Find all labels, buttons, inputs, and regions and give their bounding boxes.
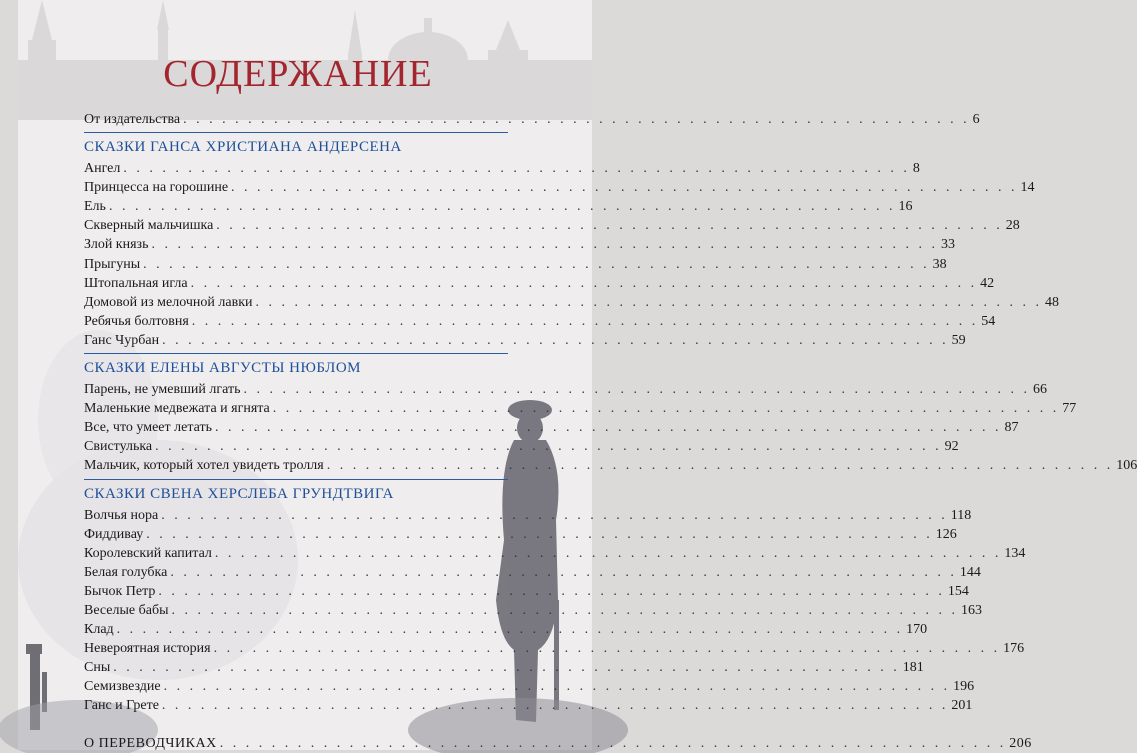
- leader-dots: . . . . . . . . . . . . . . . . . . . . . . . . . . . . . . . . . . . . . . . . . . . . . . . . . . . . . . . . . . . . .: [213, 641, 1001, 657]
- entry-title: Скверный мальчишка: [84, 218, 214, 234]
- entry-title: Королевский капитал: [84, 545, 212, 561]
- entry-page: 106: [1116, 458, 1137, 474]
- entry-page: 33: [940, 237, 955, 253]
- entry-title: Семизвездие: [84, 679, 161, 695]
- entry-page: 176: [1003, 641, 1025, 657]
- leader-dots: . . . . . . . . . . . . . . . . . . . . . . . . . . . . . . . . . . . . . . . . . . . . . . . . . . . . . . . . . . . . .: [143, 256, 930, 272]
- leader-dots: . . . . . . . . . . . . . . . . . . . . . . . . . . . . . . . . . . . . . . . . . . . . . . . . . . . . . . . . . . . . .: [123, 161, 910, 177]
- toc-entry[interactable]: [84, 255, 947, 274]
- entry-page: 6: [972, 112, 980, 127]
- leader-dots: . . . . . . . . . . . . . . . . . . . . . . . . . . . . . . . . . . . . . . . . . . . . . . . . . . . . . . . . . . . . .: [190, 275, 978, 291]
- leader-dots: . . . . . . . . . . . . . . . . . . . . . . . . . . . . . . . . . . . . . . . . . . . . . . . . . . . . . . . . . . . . .: [231, 180, 1018, 196]
- entry-title: Домовой из мелочной лавки: [84, 294, 253, 310]
- leader-dots: . . . . . . . . . . . . . . . . . . . . . . . . . . . . . . . . . . . . . . . . . . . . . . . . . . . . . . . . . . . . .: [155, 439, 942, 455]
- toc-entry[interactable]: [84, 178, 1035, 197]
- entry-page: 28: [1005, 218, 1020, 234]
- entry-page: 118: [950, 507, 972, 523]
- leader-dots: . . . . . . . . . . . . . . . . . . . . . . . . . . . . . . . . . . . . . . . . . . . . . . . . . . . . . . . . . . . . .: [219, 735, 1007, 751]
- toc-entry[interactable]: [84, 437, 959, 456]
- toc-entry[interactable]: [84, 525, 957, 544]
- entry-page: 59: [951, 332, 966, 348]
- toc-entry[interactable]: [84, 399, 1077, 418]
- toc-entry[interactable]: [84, 601, 982, 620]
- leader-dots: . . . . . . . . . . . . . . . . . . . . . . . . . . . . . . . . . . . . . . . . . . . . . . . . . . . . . . . . . . . . .: [214, 545, 1002, 561]
- entry-title: Мальчик, который хотел увидеть тролля: [84, 458, 324, 474]
- leader-dots: . . . . . . . . . . . . . . . . . . . . . . . . . . . . . . . . . . . . . . . . . . . . . . . . . . . . . . . . . . . . .: [151, 237, 938, 253]
- toc-entry[interactable]: [84, 563, 981, 582]
- leader-dots: . . . . . . . . . . . . . . . . . . . . . . . . . . . . . . . . . . . . . . . . . . . . . . . . . . . . . . . . . . . . .: [113, 660, 900, 676]
- leader-dots: . . . . . . . . . . . . . . . . . . . . . . . . . . . . . . . . . . . . . . . . . . . . . . . . . . . . . . . . . . . . .: [158, 583, 945, 599]
- leader-dots: . . . . . . . . . . . . . . . . . . . . . . . . . . . . . . . . . . . . . . . . . . . . . . . . . . . . . . . . . . . . .: [255, 294, 1042, 310]
- entry-page: 92: [944, 439, 959, 455]
- entry-page: 196: [953, 679, 975, 695]
- entry-title: Ганс Чурбан: [84, 332, 160, 348]
- entry-page: 48: [1045, 294, 1059, 310]
- entry-title: Парень, не умевший лгать: [84, 382, 241, 398]
- entry-title: Свистулька: [84, 439, 153, 455]
- page-title: СОДЕРЖАНИЕ: [163, 53, 433, 95]
- entry-title: Фиддивау: [84, 526, 144, 542]
- toc-entry[interactable]: [84, 677, 975, 696]
- leader-dots: . . . . . . . . . . . . . . . . . . . . . . . . . . . . . . . . . . . . . . . . . . . . . . . . . . . . . . . . . . . . .: [171, 602, 958, 618]
- entry-page: 126: [935, 526, 957, 542]
- toc-entry[interactable]: [84, 658, 924, 677]
- toc-entry[interactable]: [84, 380, 1047, 399]
- entry-title: Сны: [84, 660, 111, 676]
- toc-entry[interactable]: [84, 456, 1137, 475]
- toc-entry[interactable]: [84, 216, 1020, 235]
- entry-title: Штопальная игла: [84, 275, 188, 291]
- leader-dots: . . . . . . . . . . . . . . . . . . . . . . . . . . . . . . . . . . . . . . . . . . . . . . . . . . . . . . . . . . . . .: [161, 507, 948, 523]
- leader-dots: . . . . . . . . . . . . . . . . . . . . . . . . . . . . . . . . . . . . . . . . . . . . . . . . . . . . . . . . . . . . .: [163, 679, 951, 695]
- entry-page: 163: [960, 602, 982, 618]
- leader-dots: . . . . . . . . . . . . . . . . . . . . . . . . . . . . . . . . . . . . . . . . . . . . . . . . . . . . . . . . . . . . .: [243, 382, 1030, 398]
- entry-page: 144: [959, 564, 981, 580]
- entry-page: 201: [951, 698, 973, 714]
- leader-dots: . . . . . . . . . . . . . . . . . . . . . . . . . . . . . . . . . . . . . . . . . . . . . . . . . . . . . . . . . . . . .: [161, 698, 949, 714]
- toc-entry[interactable]: [84, 235, 955, 254]
- entry-page: 206: [1009, 735, 1032, 751]
- toc-entry-intro[interactable]: [84, 110, 980, 129]
- leader-dots: . . . . . . . . . . . . . . . . . . . . . . . . . . . . . . . . . . . . . . . . . . . . . . . . . . . . . . . . . . . . .: [170, 564, 957, 580]
- entry-title: Бычок Петр: [84, 583, 156, 599]
- entry-title: Невероятная история: [84, 641, 211, 657]
- leader-dots: . . . . . . . . . . . . . . . . . . . . . . . . . . . . . . . . . . . . . . . . . . . . . . . . . . . . . . . . . . . . .: [191, 313, 979, 329]
- entry-page: 66: [1032, 382, 1047, 398]
- toc-entry[interactable]: [84, 331, 966, 350]
- entry-title: Все, что умеет летать: [84, 420, 212, 436]
- toc-entry[interactable]: [84, 544, 1026, 563]
- entry-title: Белая голубка: [84, 564, 168, 580]
- toc-entry[interactable]: [84, 418, 1019, 437]
- toc-entry[interactable]: [84, 159, 920, 178]
- entry-title: Клад: [84, 622, 114, 638]
- leader-dots: . . . . . . . . . . . . . . . . . . . . . . . . . . . . . . . . . . . . . . . . . . . . . . . . . . . . . . . . . . . . .: [108, 199, 896, 215]
- toc-entry-translators[interactable]: [84, 734, 1032, 753]
- leader-dots: . . . . . . . . . . . . . . . . . . . . . . . . . . . . . . . . . . . . . . . . . . . . . . . . . . . . . . . . . . . . .: [272, 401, 1060, 417]
- entry-title: Ребячья болтовня: [84, 313, 189, 329]
- leader-dots: . . . . . . . . . . . . . . . . . . . . . . . . . . . . . . . . . . . . . . . . . . . . . . . . . . . . . . . . . . . . .: [116, 622, 904, 638]
- entry-page: 170: [906, 622, 928, 638]
- toc-entry[interactable]: [84, 506, 972, 525]
- toc-entry[interactable]: [84, 197, 913, 216]
- entry-title: Принцесса на горошине: [84, 180, 229, 196]
- section-heading-grundtvig: СКАЗКИ СВЕНА ХЕРСЛЕБА ГРУНДТВИГА: [84, 479, 508, 504]
- entry-page: 8: [912, 161, 920, 177]
- entry-title: Прыгуны: [84, 256, 141, 272]
- entry-title: Волчья нора: [84, 507, 159, 523]
- entry-page: 77: [1062, 401, 1077, 417]
- entry-page: 38: [932, 256, 947, 272]
- toc-entry[interactable]: [84, 582, 969, 601]
- section-heading-andersen: СКАЗКИ ГАНСА ХРИСТИАНА АНДЕРСЕНА: [84, 132, 508, 157]
- leader-dots: . . . . . . . . . . . . . . . . . . . . . . . . . . . . . . . . . . . . . . . . . . . . . . . . . . . . . . . . . . . . .: [326, 458, 1114, 474]
- entry-page: 154: [947, 583, 969, 599]
- leader-dots: . . . . . . . . . . . . . . . . . . . . . . . . . . . . . . . . . . . . . . . . . . . . . . . . . . . . . . . . . . . . .: [214, 420, 1002, 436]
- leader-dots: . . . . . . . . . . . . . . . . . . . . . . . . . . . . . . . . . . . . . . . . . . . . . . . . . . . . . . . . . . . . .: [162, 332, 949, 348]
- table-of-contents: [84, 110, 1137, 753]
- entry-title: Маленькие медвежата и ягнята: [84, 401, 270, 417]
- entry-title: О ПЕРЕВОДЧИКАХ: [84, 735, 217, 751]
- book-page: [18, 0, 1137, 751]
- entry-title: Ель: [84, 199, 106, 215]
- leader-dots: . . . . . . . . . . . . . . . . . . . . . . . . . . . . . . . . . . . . . . . . . . . . . . . . . . . . . . . . . . . . .: [216, 218, 1003, 234]
- toc-entry[interactable]: [84, 274, 995, 293]
- section-heading-nyblom: СКАЗКИ ЕЛЕНЫ АВГУСТЫ НЮБЛОМ: [84, 353, 508, 378]
- toc-entry[interactable]: [84, 639, 1025, 658]
- toc-entry[interactable]: [84, 620, 928, 639]
- entry-page: 87: [1004, 420, 1019, 436]
- entry-page: 134: [1004, 545, 1026, 561]
- entry-page: 16: [898, 199, 913, 215]
- entry-title: Ангел: [84, 161, 121, 177]
- toc-entry[interactable]: [84, 696, 973, 715]
- entry-title: Злой князь: [84, 237, 149, 253]
- toc-entry[interactable]: [84, 312, 996, 331]
- entry-page: 181: [902, 660, 924, 676]
- entry-title: От издательства: [84, 112, 181, 127]
- toc-entry[interactable]: [84, 293, 1059, 312]
- entry-page: 42: [980, 275, 995, 291]
- leader-dots: . . . . . . . . . . . . . . . . . . . . . . . . . . . . . . . . . . . . . . . . . . . . . . . . . . . . . . . . . . . . .: [146, 526, 933, 542]
- entry-page: 14: [1020, 180, 1035, 196]
- entry-title: Ганс и Грете: [84, 698, 159, 714]
- entry-title: Веселые бабы: [84, 602, 169, 618]
- leader-dots: . . . . . . . . . . . . . . . . . . . . . . . . . . . . . . . . . . . . . . . . . . . . . . . . . . . . . . . . . . . . .: [183, 112, 970, 127]
- entry-page: 54: [981, 313, 996, 329]
